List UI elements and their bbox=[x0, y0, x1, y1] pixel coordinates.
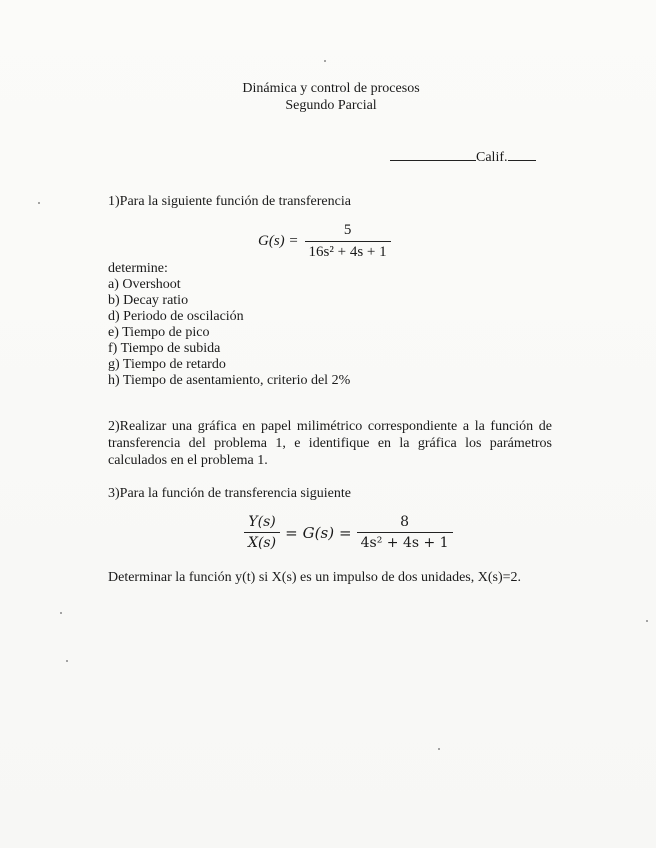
problem3-title: 3)Para la función de transferencia siguiente bbox=[108, 486, 351, 501]
list-item: f) Tiempo de subida bbox=[108, 341, 221, 356]
course-title: Dinámica y control de procesos bbox=[242, 81, 420, 96]
name-blank-line bbox=[390, 148, 476, 161]
problem2-text bbox=[108, 418, 552, 469]
list-item: e) Tiempo de pico bbox=[108, 325, 210, 340]
grade-field bbox=[390, 148, 536, 166]
equation2-ratio-denominator: X(s) bbox=[248, 535, 277, 551]
problem1-items bbox=[108, 261, 350, 389]
grade-blank-line bbox=[508, 148, 536, 161]
equation2-ratio-numerator: Y(s) bbox=[248, 514, 276, 530]
equation2-numerator: 8 bbox=[400, 514, 410, 530]
grade-label: Calif. bbox=[476, 150, 508, 165]
problem1-intro: determine: bbox=[108, 261, 168, 276]
equals-sign: = bbox=[285, 523, 298, 542]
list-item: g) Tiempo de retardo bbox=[108, 357, 226, 372]
scan-speck bbox=[38, 202, 40, 204]
list-item: d) Periodo de oscilación bbox=[108, 309, 244, 324]
scan-speck bbox=[66, 660, 68, 662]
list-item: b) Decay ratio bbox=[108, 293, 189, 308]
equation1-numerator: 5 bbox=[343, 222, 352, 238]
list-item: h) Tiempo de asentamiento, criterio del 2% bbox=[108, 373, 351, 388]
problem3-instruction: Determinar la función y(t) si X(s) es un impulso de dos unidades, X(s)=2. bbox=[108, 570, 522, 585]
exam-header bbox=[0, 80, 656, 114]
equation1-lhs: G(s) = bbox=[258, 233, 299, 249]
scan-speck bbox=[646, 620, 648, 622]
problem3-equation bbox=[244, 514, 453, 551]
list-item: a) Overshoot bbox=[108, 277, 181, 292]
problem1-equation bbox=[258, 222, 391, 261]
problem2-line2: transferencia del problema 1, e identifique en la gráfica los parámetros bbox=[108, 436, 552, 451]
problem1-title: 1)Para la siguiente función de transferencia bbox=[108, 194, 351, 209]
equals-sign: = bbox=[339, 523, 352, 542]
exam-title: Segundo Parcial bbox=[285, 98, 377, 113]
equation2-fraction bbox=[357, 514, 453, 551]
equation2-denominator: 4s² + 4s + 1 bbox=[360, 535, 449, 551]
problem2-line1: 2)Realizar una gráfica en papel milimétrico correspondiente a la función de bbox=[108, 419, 552, 434]
equation1-denominator: 16s² + 4s + 1 bbox=[308, 244, 387, 260]
scan-speck bbox=[438, 748, 440, 750]
equation2-ratio-fraction bbox=[244, 514, 280, 551]
scan-speck bbox=[324, 60, 326, 62]
equation1-fraction bbox=[305, 222, 391, 261]
equation2-transfer-symbol: G(s) bbox=[302, 523, 335, 542]
scan-speck bbox=[60, 612, 62, 614]
problem2-line3: calculados en el problema 1. bbox=[108, 453, 268, 468]
